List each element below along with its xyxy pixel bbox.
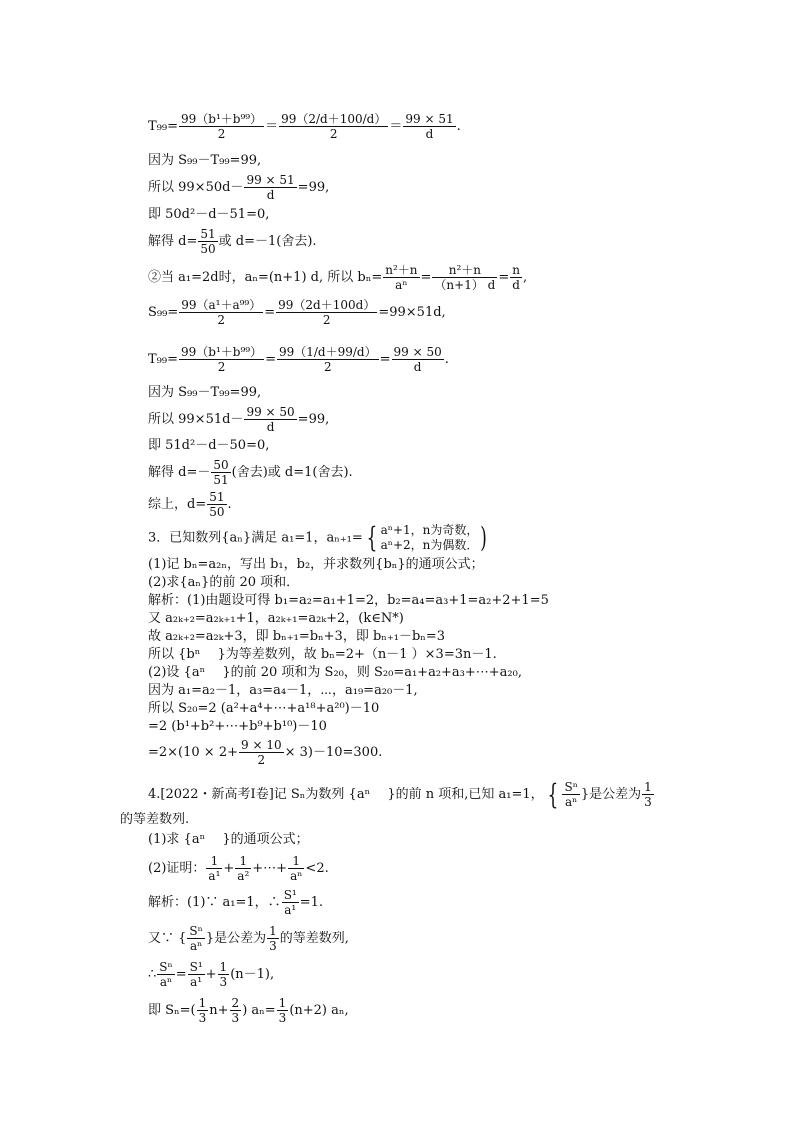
question-4: 4.[2022・新高考Ⅰ卷]记 Sₙ为数列 {aⁿ }的前 n 项和,已知 a₁=1， { $\frac{\text{Sⁿ}}{\text{aⁿ}}$ }是公差为 $\frac{1}{3}$ — [148, 777, 652, 811]
fraction: $\frac{1}{3}$ — [198, 996, 207, 1025]
eq-line: (2)证明： $\frac{1}{\text{a¹}}$ + $\frac{1}{\text{a²}}$ +⋯+ $\frac{1}{\text{aⁿ}}$ <2. — [148, 854, 329, 883]
text-line: 因为 S₉₉－T₉₉=99, — [148, 153, 262, 168]
text-line: 因为 a₁=a₂－1，a₃=a₄－1，⋯，a₁₉=a₂₀－1, — [148, 683, 418, 698]
question-3: 3．已知数列{aₙ}满足 a₁=1，aₙ₊₁= { aⁿ+1，n为奇数， aⁿ+2，n为偶数． ) — [148, 521, 488, 554]
eq-line: ②当 a₁=2d时，aₙ=(n+1) d, 所以 bₙ= $\frac{\text{n²＋n}}{\text{aⁿ}}$ = $\frac{\text{n²＋n}}{(n+1) d}$ = $\frac{n}{d}$ , — [148, 263, 528, 292]
left-brace: { — [366, 521, 378, 554]
text-line: (2)设 {aⁿ }的前 20 项和为 S₂₀，则 S₂₀=a₁+a₂+a₃+⋯+a₂₀, — [148, 665, 522, 680]
text-line: 所以 {bⁿ }为等差数列，故 bₙ=2+（n－1 ）×3=3n－1. — [148, 647, 497, 662]
eq-line: =2×(10 × 2+ $\frac{9 \times 10}{2}$ × 3)－10=300. — [148, 738, 383, 767]
text-line: 因为 S₉₉－T₉₉=99, — [148, 385, 262, 400]
fraction: $\frac{99(1/d+99/d)}{2}$ — [278, 345, 377, 374]
eq-t99-line: T₉₉= $\frac{\text{99（b¹＋b⁹⁹）}}{2}$ ＝ $\frac{99(2/d+100/d)}{2}$ ＝ $\frac{99 \times 51}{d}$ . — [148, 112, 461, 141]
text-line: 即 50d²－d－51=0, — [148, 207, 270, 222]
eq-line: 又∵ { $\frac{\text{Sⁿ}}{\text{aⁿ}}$ }是公差为 $\frac{1}{3}$ 的等差数列, — [148, 924, 349, 953]
fraction: $\frac{\text{99（b¹＋b⁹⁹）}}{2}$ — [181, 112, 263, 141]
fraction: $\frac{\text{n²＋n}}{\text{aⁿ}}$ — [385, 263, 418, 292]
text-line: 的等差数列. — [120, 812, 190, 827]
fraction: $\frac{51}{50}$ — [209, 490, 225, 519]
eq-line: 解得 d=－ $\frac{50}{51}$ (舍去)或 d=1(舍去). — [148, 458, 353, 487]
fraction: $\frac{99 \times 50}{d}$ — [246, 405, 295, 434]
fraction: $\frac{n}{d}$ — [512, 263, 520, 292]
text-line: (1)求 {aⁿ }的通项公式； — [148, 832, 309, 847]
fraction: $\frac{99 \times 50}{d}$ — [393, 345, 442, 374]
text-line: 即 51d²－d－50=0, — [148, 438, 270, 453]
fraction: $\frac{\text{S¹}}{\text{a¹}}$ — [283, 888, 297, 917]
text-line: 所以 S₂₀=2 (a²+a⁴+⋯+a¹⁸+a²⁰)－10 — [148, 701, 380, 716]
fraction: $\frac{\text{99（b¹＋b⁹⁹）}}{2}$ — [181, 345, 263, 374]
text-line: (1)记 bₙ=a₂ₙ，写出 b₁，b₂，并求数列{bₙ}的通项公式； — [148, 557, 484, 572]
right-paren: ) — [480, 521, 488, 554]
eq-line: 所以 99×50d－ $\frac{99 \times 51}{d}$ =99, — [148, 173, 330, 202]
fraction: $\frac{\text{n²＋n}}{(n+1) d}$ — [434, 263, 496, 292]
eq-line: 即 Sₙ=( $\frac{1}{3}$ n+ $\frac{2}{3}$ ) aₙ= $\frac{1}{3}$ (n+2) aₙ, — [148, 996, 349, 1025]
eq-line: 所以 99×51d－ $\frac{99 \times 50}{d}$ =99, — [148, 405, 330, 434]
fraction: $\frac{1}{3}$ — [219, 960, 228, 989]
fraction: $\frac{1}{\text{a¹}}$ — [208, 854, 221, 883]
eq-text: T₉₉= — [148, 119, 178, 134]
fraction: $\frac{\text{Sⁿ}}{\text{aⁿ}}$ — [189, 924, 203, 953]
fraction: $\frac{99(2d+100d)}{2}$ — [278, 298, 376, 327]
fraction: $\frac{99 \times 51}{d}$ — [405, 112, 454, 141]
fraction: $\frac{1}{3}$ — [269, 924, 277, 953]
fraction: $\frac{1}{\text{aⁿ}}$ — [290, 854, 303, 883]
left-brace: { — [547, 777, 558, 811]
text-line: 解析：(1)由题设可得 b₁=a₂=a₁+1=2，b₂=a₄=a₃+1=a₂+2+1=5 — [148, 593, 549, 608]
fraction: $\frac{\text{S¹}}{\text{a¹}}$ — [189, 960, 203, 989]
fraction: $\frac{\text{99（a¹＋a⁹⁹）}}{2}$ — [181, 298, 262, 327]
text-line: (2)求{aₙ}的前 20 项和． — [148, 575, 300, 590]
eq-line: T₉₉= $\frac{\text{99（b¹＋b⁹⁹）}}{2}$ = $\frac{99(1/d+99/d)}{2}$ = $\frac{99 \times 50}{d}$ . — [148, 345, 449, 374]
fraction: $\frac{1}{\text{a²}}$ — [237, 854, 250, 883]
fraction: $\frac{50}{51}$ — [213, 458, 229, 487]
eq-line: 解得 d= $\frac{51}{50}$ 或 d=－1(舍去). — [148, 227, 317, 256]
fraction: $\frac{9 \times 10}{2}$ — [241, 738, 282, 767]
eq-line: ∴ $\frac{\text{Sⁿ}}{\text{aⁿ}}$ = $\frac{\text{S¹}}{\text{a¹}}$ + $\frac{1}{3}$ (n－1), — [148, 960, 275, 989]
fraction: $\frac{\text{Sⁿ}}{\text{aⁿ}}$ — [159, 960, 173, 989]
fraction: $\frac{51}{50}$ — [200, 227, 216, 256]
eq-line: 解析：(1)∵ a₁=1，∴ $\frac{\text{S¹}}{\text{a¹}}$ =1. — [148, 888, 324, 917]
eq-line: 综上，d= $\frac{51}{50}$ . — [148, 490, 232, 519]
fraction: $\frac{2}{3}$ — [231, 996, 240, 1025]
eq-line: S₉₉= $\frac{\text{99（a¹＋a⁹⁹）}}{2}$ = $\frac{99(2d+100d)}{2}$ =99×51d, — [148, 298, 446, 327]
fraction: $\frac{99 \times 51}{d}$ — [246, 173, 295, 202]
text-line: =2 (b¹+b²+⋯+b⁹+b¹⁰)－10 — [148, 719, 327, 734]
fraction: $\frac{1}{3}$ — [644, 780, 652, 809]
fraction: $\frac{1}{3}$ — [278, 996, 287, 1025]
text-line: 又 a₂ₖ₊₂=a₂ₖ₊₁+1，a₂ₖ₊₁=a₂ₖ+2，(k∈N*) — [148, 611, 404, 626]
fraction: $\frac{99(2/d+100/d)}{2}$ — [281, 112, 387, 141]
text-line: 故 a₂ₖ₊₂=a₂ₖ+3，即 bₙ₊₁=bₙ+3，即 bₙ₊₁－bₙ=3 — [148, 629, 446, 644]
fraction: $\frac{\text{Sⁿ}}{\text{aⁿ}}$ — [564, 780, 578, 809]
piecewise-cases: aⁿ+1，n为奇数， aⁿ+2，n为偶数． — [380, 523, 479, 552]
